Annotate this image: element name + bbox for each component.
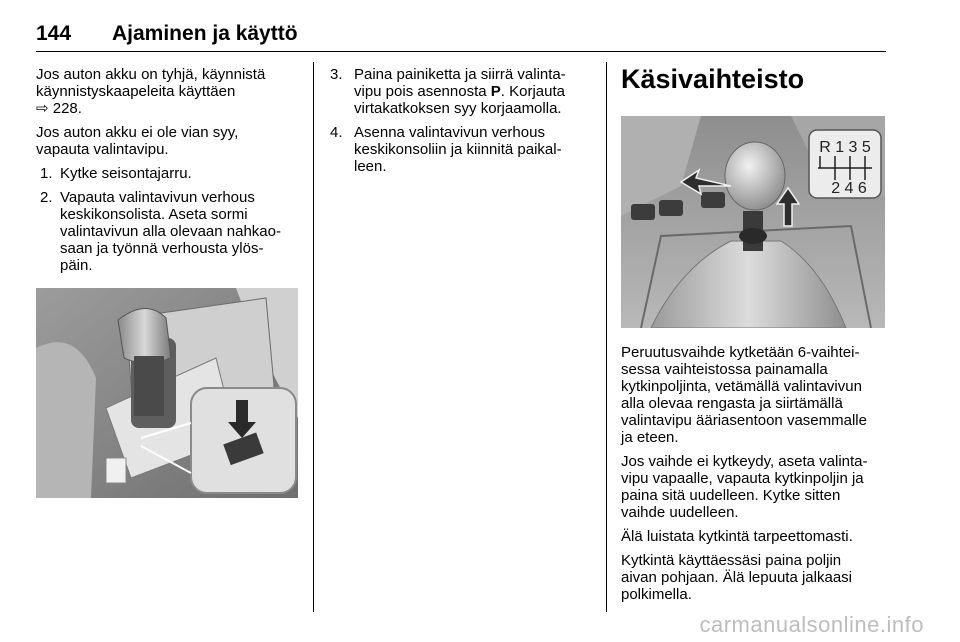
page-reference-icon: ⇨ (36, 100, 49, 117)
paragraph-release-lever: Jos auton akku ei ole vian syy, vapauta valintavipu. (36, 124, 239, 158)
paragraph-reverse-gear: Peruutusvaihde kytketään 6-vaihtei- sessa vaihteistossa painamalla kytkinpoljinta, vetämällä valintavivun alla olevaa rengasta ja siirtämällä valintavipu ääriasentoon vasemmalle ja eteen. (621, 344, 867, 446)
page-title: Ajaminen ja käyttö (112, 22, 298, 45)
paragraph-clutch-slip: Älä luistata kytkintä tarpeettomasti. (621, 528, 853, 545)
manual-gearshift-illustration (621, 116, 885, 328)
column-2 (330, 66, 600, 182)
paragraph-clutch-use: Kytkintä käyttäessäsi paina poljin aivan pohjaan. Älä lepuuta jalkaasi polkimella. (621, 552, 852, 603)
paragraph-jump-start: Jos auton akku on tyhjä, käynnistä käynnistyskaapeleita käyttäen ⇨ 228. (36, 66, 266, 117)
paragraph-gear-not-engaging: Jos vaihde ei kytkeydy, aseta valinta- vipu vapaalle, vapauta kytkinpoljin ja paina sitä uudelleen. Kytke sitten vaihde uudelleen. (621, 453, 868, 521)
header-rule (36, 51, 886, 52)
page-header (36, 22, 886, 52)
shift-pattern-top: R 1 3 5 (819, 139, 871, 156)
list-item: 1. Kytke seisontajarru. (40, 165, 192, 182)
column-1 (36, 66, 306, 498)
watermark: carmanualsonline.info (699, 612, 924, 637)
column-3 (621, 62, 887, 610)
column-divider-1 (313, 62, 314, 612)
section-title: Käsivaihteisto (621, 64, 805, 94)
page-number: 144 (36, 22, 72, 45)
list-item: 4. Asenna valintavivun verhous keskikonsoliin ja kiinnitä paikal- leen. (330, 124, 562, 175)
gear-position-p: P (490, 83, 501, 100)
shift-pattern-bottom: 2 4 6 (831, 180, 867, 197)
column-divider-2 (606, 62, 607, 612)
selector-lever-cover-illustration (36, 288, 298, 498)
list-item: 2. Vapauta valintavivun verhous keskikonsolista. Aseta sormi valintavivun alla olevaan nahkao- saan ja työnnä verhousta ylös- päin. (40, 189, 281, 274)
list-item: 3. Paina painiketta ja siirrä valinta- vipu pois asennosta P. Korjauta virtakatkoksen syy korjaamolla. (330, 66, 566, 117)
